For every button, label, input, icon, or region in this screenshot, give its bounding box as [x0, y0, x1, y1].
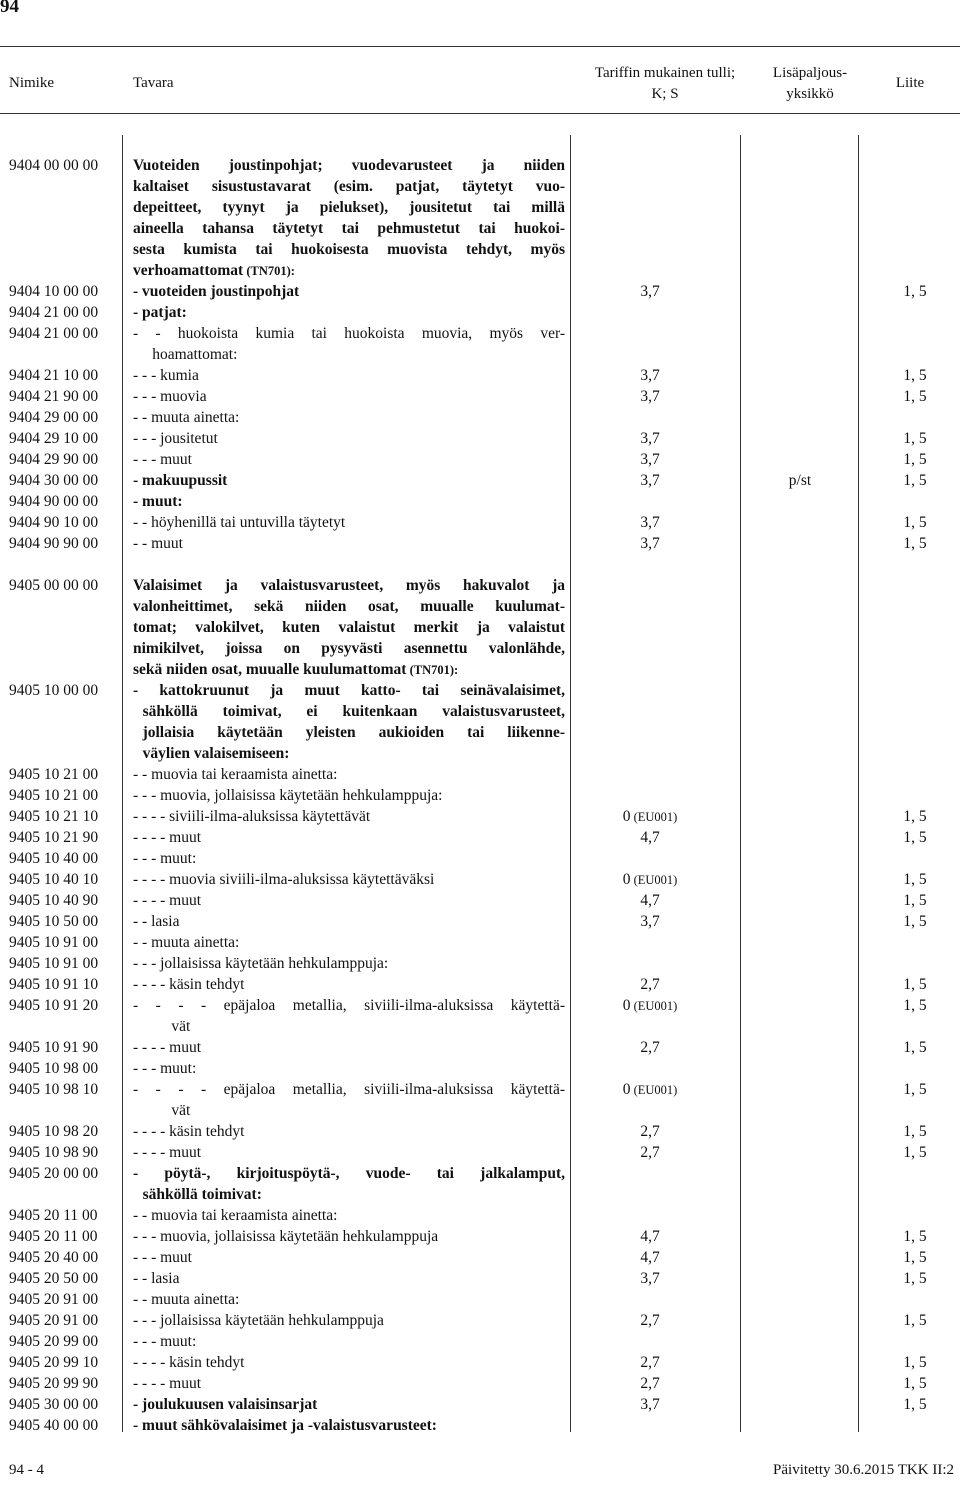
row-duty-rate: 3,7 — [640, 1396, 660, 1413]
description-line: Vuoteiden joustinpohjat; vuodevarusteet ja niiden — [133, 157, 565, 174]
row-description — [133, 1121, 565, 1142]
description-line: - - - muut: — [133, 1333, 197, 1350]
row-description — [133, 407, 565, 428]
description-line: - - - - muut — [133, 1144, 202, 1161]
column-divider-4 — [858, 135, 859, 1432]
row-code: 9405 20 91 00 — [9, 1291, 99, 1308]
description-line: depeitteet, tyynyt ja pielukset), jousitetut tai millä — [133, 199, 565, 216]
description-line: - - - muovia, jollaisissa käytetään hehkulamppuja: — [133, 787, 443, 804]
row-annex: 1, 5 — [903, 1123, 927, 1140]
row-annex: 1, 5 — [903, 1039, 927, 1056]
row-description — [133, 1394, 565, 1415]
description-line: väylien valaisemiseen: — [142, 745, 290, 762]
footer-page-ref: 94 - 4 — [9, 1462, 44, 1478]
row-description — [133, 1058, 565, 1079]
row-duty-rate: 0 (EU001) — [622, 871, 678, 888]
row-code: 9405 10 98 20 — [9, 1123, 99, 1140]
row-description — [133, 680, 565, 764]
row-code: 9405 20 40 00 — [9, 1249, 99, 1266]
row-duty-rate: 3,7 — [640, 388, 660, 405]
row-code: 9405 10 00 00 — [9, 682, 99, 699]
description-line: sähköllä toimivat, ei kuitenkaan valaistusvarusteet, — [142, 703, 565, 720]
description-line: - pöytä-, kirjoituspöytä-, vuode- tai jalkalamput, — [133, 1165, 565, 1182]
description-line: sekä niiden osat, muualle kuulumattomat (TN701): — [133, 661, 459, 678]
description-line: - - - jollaisissa käytetään hehkulamppuja — [133, 1312, 384, 1329]
row-annex: 1, 5 — [903, 1270, 927, 1287]
description-line: nimikilvet, joissa on pysyvästi asennettu valonlähde, — [133, 640, 565, 657]
row-code: 9405 10 91 00 — [9, 955, 99, 972]
row-duty-rate: 0 (EU001) — [622, 1081, 678, 1098]
row-code: 9404 21 00 00 — [9, 325, 99, 342]
row-description — [133, 1226, 565, 1247]
row-code: 9405 20 11 00 — [9, 1228, 98, 1245]
row-code: 9404 00 00 00 — [9, 157, 99, 174]
row-description — [133, 428, 565, 449]
row-duty-rate: 2,7 — [640, 1039, 660, 1056]
row-duty-rate: 0 (EU001) — [622, 997, 678, 1014]
row-description — [133, 1415, 565, 1436]
row-duty-rate: 2,7 — [640, 1144, 660, 1161]
col-header-tavara: Tavara — [133, 75, 174, 91]
row-duty-rate: 3,7 — [640, 283, 660, 300]
description-line: sesta kumista tai huokoisesta muovista tehdyt, myös — [133, 241, 565, 258]
description-line: - - - muut — [133, 1249, 192, 1266]
col-header-tulli-line2: K; S — [651, 86, 679, 102]
description-line: - - - - muut — [133, 892, 202, 909]
description-line: - - - muut — [133, 451, 192, 468]
description-line: - - muuta ainetta: — [133, 409, 240, 426]
row-code: 9405 20 99 90 — [9, 1375, 99, 1392]
description-line: - - - - epäjaloa metallia, siviili-ilma-aluksissa käytettä- — [133, 1081, 565, 1098]
description-line: sähköllä toimivat: — [142, 1186, 262, 1203]
row-code: 9404 21 90 00 — [9, 388, 99, 405]
row-annex: 1, 5 — [903, 367, 927, 384]
row-description — [133, 1373, 565, 1394]
row-annex: 1, 5 — [903, 829, 927, 846]
row-code: 9405 20 50 00 — [9, 1270, 99, 1287]
row-description — [133, 890, 565, 911]
description-line: - - - muovia, jollaisissa käytetään hehkulamppuja — [133, 1228, 439, 1245]
description-line: - muut: — [133, 493, 183, 510]
row-description — [133, 932, 565, 953]
row-code: 9405 20 91 00 — [9, 1312, 99, 1329]
description-line: - - - - epäjaloa metallia, siviili-ilma-aluksissa käytettä- — [133, 997, 565, 1014]
row-annex: 1, 5 — [903, 472, 927, 489]
row-code: 9405 30 00 00 — [9, 1396, 99, 1413]
row-code: 9405 10 40 10 — [9, 871, 99, 888]
column-divider-1 — [122, 135, 123, 1432]
row-annex: 1, 5 — [903, 451, 927, 468]
row-supplementary-unit: p/st — [788, 472, 812, 489]
description-line: hoamattomat: — [152, 346, 238, 363]
description-line: - - muuta ainetta: — [133, 1291, 240, 1308]
row-code: 9405 10 21 10 — [9, 808, 99, 825]
row-description — [133, 470, 565, 491]
row-description — [133, 302, 565, 323]
row-annex: 1, 5 — [903, 514, 927, 531]
row-annex: 1, 5 — [903, 535, 927, 552]
row-duty-rate: 4,7 — [640, 892, 660, 909]
description-line: - - - muovia — [133, 388, 207, 405]
note-reference: (TN701): — [243, 264, 295, 278]
row-code: 9404 29 90 00 — [9, 451, 99, 468]
row-code: 9404 30 00 00 — [9, 472, 99, 489]
description-line: - - - - muut — [133, 829, 202, 846]
description-line: - - muuta ainetta: — [133, 934, 240, 951]
description-line: - - - jollaisissa käytetään hehkulamppuja: — [133, 955, 389, 972]
row-code: 9405 40 00 00 — [9, 1417, 99, 1434]
description-line: - - - - muovia siviili-ilma-aluksissa käytettäväksi — [133, 871, 435, 888]
description-line: - - - muut: — [133, 850, 197, 867]
row-code: 9404 90 10 00 — [9, 514, 99, 531]
duty-note: (EU001) — [630, 810, 678, 824]
row-code: 9404 90 90 00 — [9, 535, 99, 552]
row-description — [133, 869, 565, 890]
row-duty-rate: 3,7 — [640, 514, 660, 531]
row-duty-rate: 3,7 — [640, 367, 660, 384]
note-reference: (TN701): — [406, 663, 459, 677]
row-annex: 1, 5 — [903, 430, 927, 447]
row-annex: 1, 5 — [903, 388, 927, 405]
row-description — [133, 512, 565, 533]
row-description — [133, 974, 565, 995]
col-header-lisa-line1: Lisäpaljous- — [772, 65, 848, 81]
row-duty-rate: 4,7 — [640, 1249, 660, 1266]
description-line: - patjat: — [133, 304, 187, 321]
row-description — [133, 1163, 565, 1205]
row-code: 9404 29 00 00 — [9, 409, 99, 426]
row-annex: 1, 5 — [903, 283, 927, 300]
row-annex: 1, 5 — [903, 1144, 927, 1161]
row-annex: 1, 5 — [903, 1396, 927, 1413]
row-code: 9405 10 50 00 — [9, 913, 99, 930]
footer-updated: Päivitetty 30.6.2015 TKK II:2 — [773, 1462, 954, 1478]
description-line: - muut sähkövalaisimet ja -valaistusvarusteet: — [133, 1417, 437, 1434]
row-duty-rate: 0 (EU001) — [622, 808, 678, 825]
description-line: - kattokruunut ja muut katto- tai seinävalaisimet, — [133, 682, 565, 699]
row-duty-rate: 4,7 — [640, 829, 660, 846]
row-description — [133, 365, 565, 386]
row-description — [133, 1079, 565, 1121]
row-description — [133, 491, 565, 512]
duty-note: (EU001) — [630, 999, 678, 1013]
description-line: - - - - muut — [133, 1039, 202, 1056]
column-divider-3 — [740, 135, 741, 1432]
col-header-nimike: Nimike — [9, 75, 54, 91]
row-code: 9405 00 00 00 — [9, 577, 99, 594]
description-line: - - - jousitetut — [133, 430, 218, 447]
col-header-lisapaljousyksikko — [765, 63, 855, 105]
description-line: - - lasia — [133, 1270, 180, 1287]
description-line: - joulukuusen valaisinsarjat — [133, 1396, 318, 1413]
description-line: - - - - käsin tehdyt — [133, 976, 245, 993]
row-code: 9405 10 91 20 — [9, 997, 99, 1014]
row-code: 9405 10 40 90 — [9, 892, 99, 909]
row-code: 9404 21 10 00 — [9, 367, 99, 384]
row-code: 9405 10 40 00 — [9, 850, 99, 867]
description-line: tomat; valokilvet, kuten valaistut merkit ja valaistut — [133, 619, 565, 636]
description-line: - vuoteiden joustinpohjat — [133, 283, 300, 300]
row-description — [133, 827, 565, 848]
row-duty-rate: 3,7 — [640, 1270, 660, 1287]
row-code: 9404 29 10 00 — [9, 430, 99, 447]
row-annex: 1, 5 — [903, 976, 927, 993]
row-duty-rate: 2,7 — [640, 976, 660, 993]
duty-note: (EU001) — [630, 1083, 678, 1097]
row-description — [133, 575, 565, 681]
row-annex: 1, 5 — [903, 1081, 927, 1098]
description-line: - - muovia tai keraamista ainetta: — [133, 766, 338, 783]
row-duty-rate: 3,7 — [640, 451, 660, 468]
description-line: - - muovia tai keraamista ainetta: — [133, 1207, 338, 1224]
row-description — [133, 911, 565, 932]
row-annex: 1, 5 — [903, 871, 927, 888]
row-annex: 1, 5 — [903, 1375, 927, 1392]
description-line: - - - muut: — [133, 1060, 197, 1077]
row-description — [133, 1289, 565, 1310]
row-code: 9404 90 00 00 — [9, 493, 99, 510]
row-code: 9405 10 98 00 — [9, 1060, 99, 1077]
row-description — [133, 953, 565, 974]
row-annex: 1, 5 — [903, 1354, 927, 1371]
row-description — [133, 1268, 565, 1289]
row-code: 9405 10 91 10 — [9, 976, 99, 993]
row-code: 9405 10 91 00 — [9, 934, 99, 951]
row-code: 9405 20 00 00 — [9, 1165, 99, 1182]
row-description — [133, 1142, 565, 1163]
row-description — [133, 995, 565, 1037]
row-description — [133, 785, 565, 806]
row-annex: 1, 5 — [903, 1228, 927, 1245]
row-description — [133, 1331, 565, 1352]
description-line: - - huokoista kumia tai huokoista muovia, myös ver- — [133, 325, 565, 342]
description-line: valonheittimet, sekä niiden osat, muualle kuulumat- — [133, 598, 565, 615]
row-annex: 1, 5 — [903, 997, 927, 1014]
row-description — [133, 1352, 565, 1373]
row-code: 9405 10 98 90 — [9, 1144, 99, 1161]
row-annex: 1, 5 — [903, 808, 927, 825]
row-description — [133, 1310, 565, 1331]
description-line: jollaisia käytetään yleisten aukioiden tai liikenne- — [142, 724, 565, 741]
row-annex: 1, 5 — [903, 913, 927, 930]
row-description — [133, 806, 565, 827]
description-line: - - - - käsin tehdyt — [133, 1123, 245, 1140]
description-line: vät — [171, 1102, 191, 1119]
description-line: - makuupussit — [133, 472, 228, 489]
row-annex: 1, 5 — [903, 1249, 927, 1266]
row-code: 9405 20 99 00 — [9, 1333, 99, 1350]
header-bottom-rule — [0, 113, 960, 114]
row-code: 9405 10 21 00 — [9, 766, 99, 783]
row-duty-rate: 4,7 — [640, 1228, 660, 1245]
row-description — [133, 1037, 565, 1058]
description-line: - - - - muut — [133, 1375, 202, 1392]
description-line: kaltaiset sisustustavarat (esim. patjat, täytetyt vuo- — [133, 178, 565, 195]
duty-note: (EU001) — [630, 873, 678, 887]
row-description — [133, 1247, 565, 1268]
row-duty-rate: 2,7 — [640, 1354, 660, 1371]
description-line: - - muut — [133, 535, 183, 552]
row-code: 9405 10 21 90 — [9, 829, 99, 846]
row-description — [133, 323, 565, 365]
row-code: 9404 10 00 00 — [9, 283, 99, 300]
description-line: verhoamattomat (TN701): — [133, 262, 295, 279]
row-duty-rate: 2,7 — [640, 1123, 660, 1140]
description-line: vät — [171, 1018, 191, 1035]
description-line: Valaisimet ja valaistusvarusteet, myös hakuvalot ja — [133, 577, 565, 594]
col-header-liite: Liite — [895, 75, 925, 91]
row-duty-rate: 3,7 — [640, 430, 660, 447]
row-description — [133, 1205, 565, 1226]
row-code: 9404 21 00 00 — [9, 304, 99, 321]
col-header-tulli-line1: Tariffin mukainen tulli; — [594, 65, 736, 81]
description-line: - - höyhenillä tai untuvilla täytetyt — [133, 514, 346, 531]
column-divider-2 — [570, 135, 571, 1432]
row-duty-rate: 3,7 — [640, 472, 660, 489]
row-description — [133, 449, 565, 470]
description-line: - - - kumia — [133, 367, 199, 384]
row-description — [133, 764, 565, 785]
row-duty-rate: 3,7 — [640, 535, 660, 552]
row-description — [133, 533, 565, 554]
row-description — [133, 386, 565, 407]
col-header-lisa-line2: yksikkö — [786, 86, 834, 102]
description-line: - - - - siviili-ilma-aluksissa käytettävät — [133, 808, 371, 825]
row-code: 9405 10 21 00 — [9, 787, 99, 804]
row-annex: 1, 5 — [903, 892, 927, 909]
description-line: aineella tahansa täytetyt tai pehmustetut tai huokoi- — [133, 220, 565, 237]
row-description — [133, 155, 565, 282]
row-description — [133, 281, 565, 302]
row-duty-rate: 3,7 — [640, 913, 660, 930]
description-line: - - - - käsin tehdyt — [133, 1354, 245, 1371]
header-top-rule — [0, 46, 960, 47]
description-line: - - lasia — [133, 913, 180, 930]
row-code: 9405 20 11 00 — [9, 1207, 98, 1224]
page-number: 94 — [0, 0, 19, 17]
row-duty-rate: 2,7 — [640, 1312, 660, 1329]
row-annex: 1, 5 — [903, 1312, 927, 1329]
row-code: 9405 10 91 90 — [9, 1039, 99, 1056]
row-code: 9405 20 99 10 — [9, 1354, 99, 1371]
row-code: 9405 10 98 10 — [9, 1081, 99, 1098]
row-description — [133, 848, 565, 869]
col-header-tulli — [585, 63, 745, 105]
row-duty-rate: 2,7 — [640, 1375, 660, 1392]
